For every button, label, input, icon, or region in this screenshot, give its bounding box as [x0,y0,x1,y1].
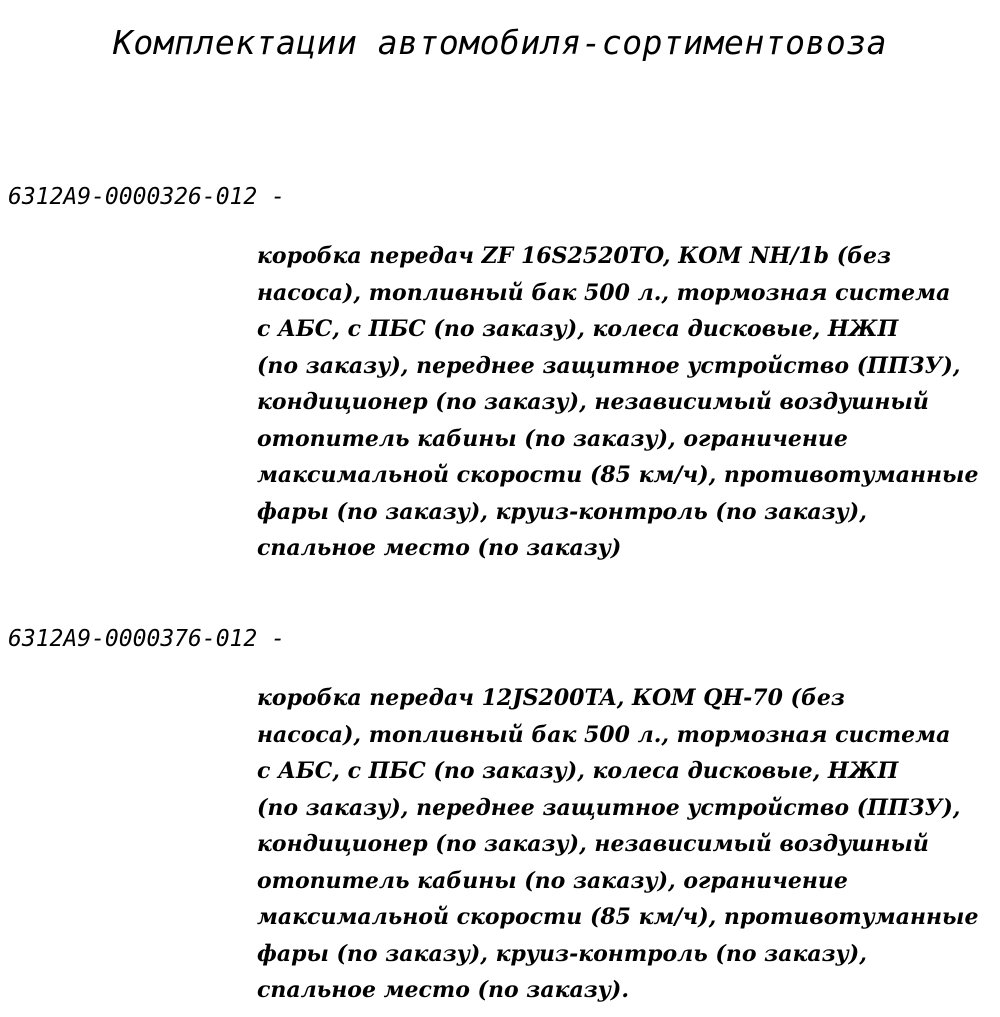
description-line: (по заказу), переднее защитное устройство (ППЗУ), [257,794,961,821]
description-line: (по заказу), переднее защитное устройство (ППЗУ), [257,352,961,379]
description-line: фары (по заказу), круиз-контроль (по заказу), [257,940,867,967]
description-line: отопитель кабины (по заказу), ограничение [257,867,848,894]
configuration-code-2: 6312А9-0000376-012 - [8,626,285,652]
description-line: кондиционер (по заказу), независимый воздушный [257,831,929,857]
description-line: отопитель кабины (по заказу), ограничение [257,425,848,452]
description-line: с АБС, с ПБС (по заказу), колеса дисковые, НЖП [257,758,899,784]
description-line: спальное место (по заказу). [257,977,629,1003]
description-line: максимальной скорости (85 км/ч), противотуманные [257,904,979,930]
description-line: максимальной скорости (85 км/ч), противотуманные [257,462,979,488]
description-line: насоса), топливный бак 500 л., тормозная система [257,721,951,748]
description-line: кондиционер (по заказу), независимый воздушный [257,389,929,415]
configuration-code-1: 6312А9-0000326-012 - [8,184,285,210]
description-line: коробка передач ZF 16S2520TO, КОМ NH/1b (без [257,243,892,269]
description-line: фары (по заказу), круиз-контроль (по заказу), [257,498,867,525]
configuration-description-1 [257,238,977,567]
document-title: Комплектации автомобиля-сортиментовоза [113,23,887,62]
description-line: с АБС, с ПБС (по заказу), колеса дисковые, НЖП [257,316,899,342]
description-line: насоса), топливный бак 500 л., тормозная система [257,279,951,306]
description-line: коробка передач 12JS200TA, КОМ QH-70 (без [257,685,845,711]
configuration-description-2 [257,680,977,1009]
description-line: спальное место (по заказу) [257,535,622,561]
